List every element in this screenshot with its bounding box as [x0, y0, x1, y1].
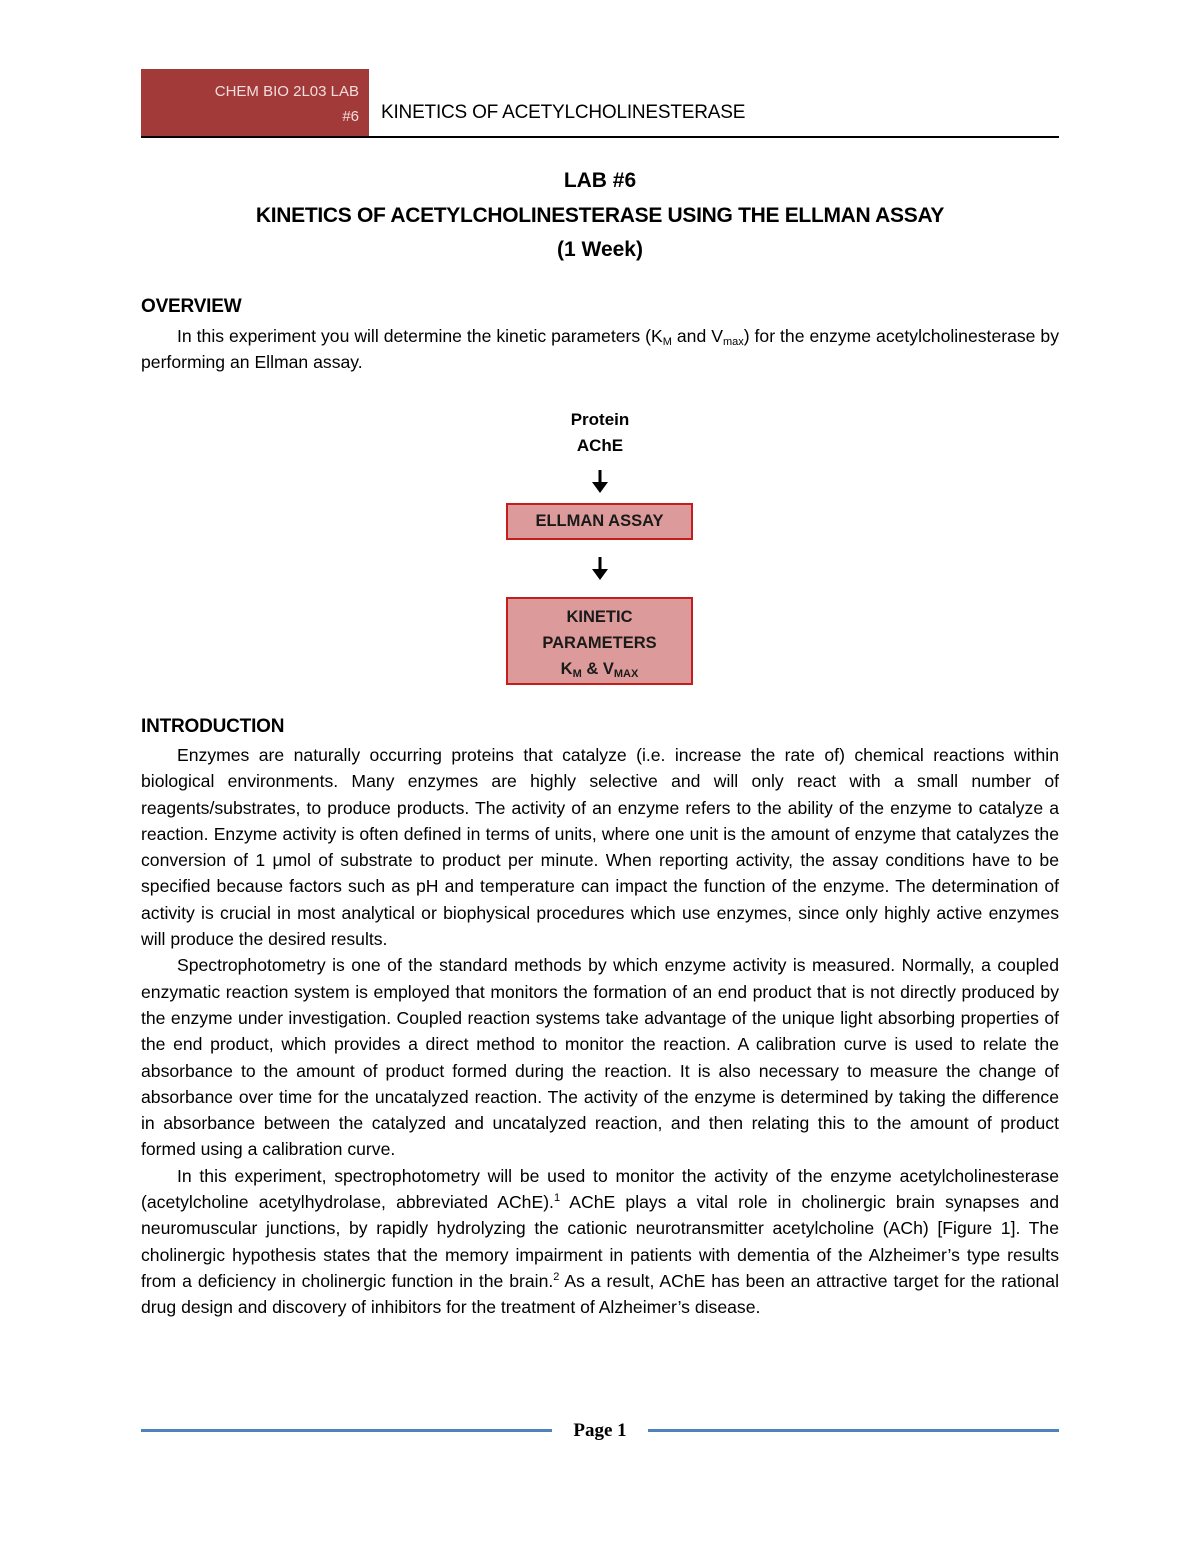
- reference-1: 1: [553, 1192, 561, 1205]
- kinetic-line3: [508, 656, 691, 682]
- down-arrow-icon: [589, 556, 611, 582]
- overview-sub-max: max: [722, 336, 744, 348]
- km-symbol: K: [560, 660, 573, 678]
- introduction-body: [141, 742, 1059, 1321]
- introduction-heading: INTRODUCTION: [141, 716, 285, 737]
- lab-number-title: LAB #6: [563, 169, 637, 192]
- footer-rule-right: [648, 1429, 1059, 1432]
- footer-rule-left: [141, 1429, 552, 1432]
- intro-paragraph-3: [141, 1163, 1059, 1321]
- overview-sub-m: M: [662, 336, 672, 348]
- vmax-symbol: & V: [581, 660, 614, 678]
- duration-title: [141, 238, 1059, 262]
- kinetic-line2: PARAMETERS: [542, 634, 657, 652]
- ellman-assay-label: ELLMAN ASSAY: [535, 512, 664, 530]
- flow-start-line1: Protein: [570, 410, 630, 429]
- overview-paragraph: [141, 323, 1059, 376]
- overview-text-a: In this experiment you will determine the kinetic parameters (K: [177, 326, 663, 346]
- course-label-box: [141, 69, 369, 136]
- overview-heading: OVERVIEW: [141, 296, 242, 317]
- vmax-subscript: MAX: [613, 668, 639, 680]
- kinetic-line1: KINETIC: [566, 608, 633, 626]
- ellman-assay-box: [506, 503, 693, 540]
- km-subscript: M: [572, 668, 582, 680]
- main-title: KINETICS OF ACETYLCHOLINESTERASE USING THE ELLMAN ASSAY: [255, 204, 945, 227]
- running-title: KINETICS OF ACETYLCHOLINESTERASE: [381, 102, 746, 123]
- intro-p3-part-c: As a result, AChE has been an attractive target for the rational drug design and discovery of inhibitors for the treatment of Alzheimer’s disease.: [141, 1270, 1059, 1318]
- overview-text-c: ) for the enzyme acetylcholinesterase by performing an Ellman assay.: [141, 326, 1059, 373]
- kinetic-parameters-box: [506, 597, 693, 685]
- intro-paragraph-1: Enzymes are naturally occurring proteins that catalyze (i.e. increase the rate of) chemical reactions within biological environments. Many enzymes are highly selective and will only react with a small number of reagents/substrates, to produce products. The activity of an enzyme refers to the ability of the enzyme to catalyze a reaction. Enzyme activity is often defined in terms of units, where one unit is the amount of enzyme that catalyzes the conversion of 1 μmol of substrate to product per minute. When reporting activity, the assay conditions have to be specified because factors such as pH and temperature can impact the function of the enzyme. The determination of activity is crucial in most analytical or biophysical procedures which use enzymes, since only highly active enzymes will produce the desired results.: [141, 745, 1059, 950]
- page-number: Page 1: [573, 1420, 627, 1441]
- course-label-line2: #6: [342, 108, 359, 125]
- reference-2: 2: [553, 1270, 560, 1283]
- course-label-line1: CHEM BIO 2L03 LAB: [214, 83, 359, 100]
- duration-text: (1 Week): [557, 238, 643, 261]
- intro-p3-part-b: AChE plays a vital role in cholinergic brain synapses and neuromuscular junctions, by rapidly hydrolyzing the cationic neurotransmitter acetylcholine (ACh) [Figure 1]. The cholinergic hypothesis states that the memory impairment in patients with dementia of the Alzheimer’s type results from a deficiency in cholinergic function in the brain.: [141, 1192, 1059, 1291]
- overview-text-b: and V: [671, 326, 723, 346]
- intro-paragraph-2: Spectrophotometry is one of the standard methods by which enzyme activity is measured. Normally, a coupled enzymatic reaction system is employed that monitors the formation of an end product that is not directly produced by the enzyme under investigation. Coupled reaction systems take advantage of the unique light absorbing properties of the end product, which provides a direct method to monitor the reaction. A calibration curve is used to relate the absorbance to the amount of product formed during the reaction. It is also necessary to measure the change of absorbance over time for the uncatalyzed reaction. The activity of the enzyme is determined by taking the difference in absorbance between the catalyzed and uncatalyzed reaction, and then relating this to the amount of product formed using a calibration curve.: [141, 955, 1059, 1160]
- header-divider: [141, 136, 1059, 138]
- down-arrow-icon: [589, 469, 611, 495]
- intro-p3-part-a: In this experiment, spectrophotometry will be used to monitor the activity of the enzyme acetylcholinesterase (acetylcholine acetylhydrolase, abbreviated AChE).: [141, 1165, 1059, 1213]
- flow-start-line2: AChE: [576, 436, 624, 455]
